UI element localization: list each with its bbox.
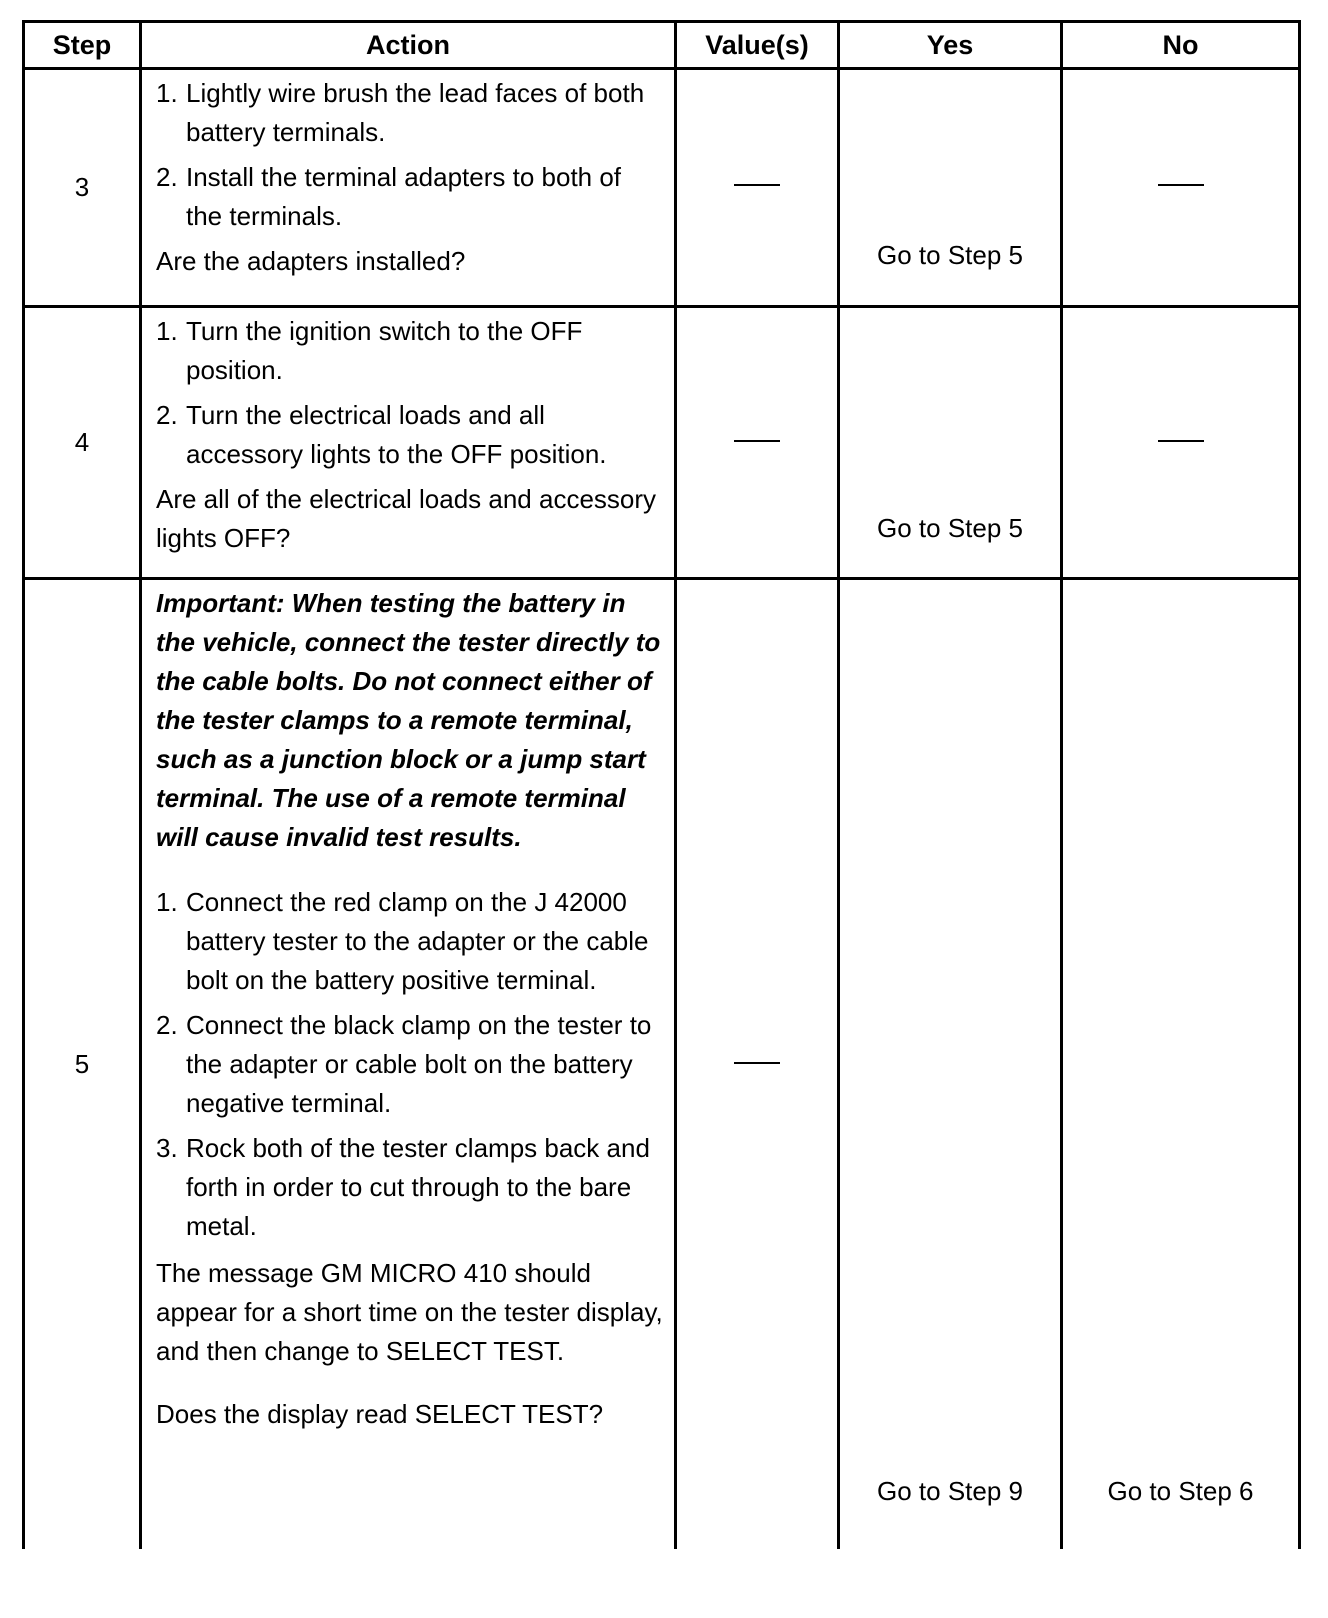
action-cell: [141, 579, 676, 1549]
item-number: 1.: [156, 887, 178, 917]
item-number: 2.: [156, 1010, 178, 1040]
no-dash: [1158, 440, 1204, 442]
action-cell: [141, 307, 676, 579]
item-text: Connect the black clamp on the tester to the adapter or cable bolt on the battery negative terminal.: [186, 1010, 652, 1118]
item-text: Rock both of the tester clamps back and forth in order to cut through to the bare metal.: [186, 1133, 650, 1241]
value-cell: [676, 307, 839, 579]
list-item: [156, 883, 664, 1000]
table-row-step-5: [24, 579, 1300, 1549]
action-list: [156, 883, 664, 1246]
diagnostic-table-frame: [22, 20, 1298, 1549]
question-text: Are the adapters installed?: [156, 246, 466, 276]
header-row: [24, 22, 1300, 69]
action-cell: [141, 69, 676, 307]
action-list: [156, 74, 664, 236]
yes-goto-text: Go to Step 5: [877, 240, 1023, 270]
item-number: 1.: [156, 316, 178, 346]
header-step: Step: [24, 22, 141, 69]
item-text: Lightly wire brush the lead faces of both battery terminals.: [186, 78, 645, 147]
list-item: [156, 1006, 664, 1123]
no-dash: [1158, 184, 1204, 186]
item-text: Connect the red clamp on the J 42000 battery tester to the adapter or the cable bolt on the battery positive terminal.: [186, 887, 649, 995]
item-text: Turn the electrical loads and all accessory lights to the OFF position.: [186, 400, 607, 469]
yes-cell: [839, 69, 1062, 307]
question-text: Does the display read SELECT TEST?: [156, 1399, 604, 1429]
header-yes: Yes: [839, 22, 1062, 69]
list-item: [156, 396, 664, 474]
yes-cell: [839, 579, 1062, 1549]
no-cell: [1062, 307, 1300, 579]
question-text: Are all of the electrical loads and accessory lights OFF?: [156, 484, 657, 553]
step-number: 5: [24, 579, 141, 1549]
diagnostic-table: [22, 20, 1301, 1549]
important-note: Important: When testing the battery in the vehicle, connect the tester directly to the cable bolts. Do not connect either of the tester clamps to a remote terminal, such as a junction block or a jump start terminal. The use of a remote terminal will cause invalid test results.: [156, 588, 661, 852]
header-action: Action: [141, 22, 676, 69]
yes-goto-text: Go to Step 9: [877, 1476, 1023, 1506]
header-no: No: [1062, 22, 1300, 69]
no-goto-text: Go to Step 6: [1107, 1476, 1254, 1506]
list-item: [156, 312, 664, 390]
item-number: 2.: [156, 162, 178, 192]
value-dash: [734, 184, 780, 186]
header-values: Value(s): [676, 22, 839, 69]
item-number: 1.: [156, 78, 178, 108]
yes-cell: [839, 307, 1062, 579]
step-number: 4: [24, 307, 141, 579]
no-cell: [1062, 579, 1300, 1549]
table-row-step-3: [24, 69, 1300, 307]
no-cell: [1062, 69, 1300, 307]
action-list: [156, 312, 664, 474]
item-text: Turn the ignition switch to the OFF position.: [186, 316, 583, 385]
value-cell: [676, 69, 839, 307]
value-cell: [676, 579, 839, 1549]
value-dash: [734, 440, 780, 442]
list-item: [156, 1129, 664, 1246]
step-number: 3: [24, 69, 141, 307]
table-row-step-4: [24, 307, 1300, 579]
item-number: 3.: [156, 1133, 178, 1163]
list-item: [156, 74, 664, 152]
item-text: Install the terminal adapters to both of the terminals.: [186, 162, 622, 231]
item-number: 2.: [156, 400, 178, 430]
value-dash: [734, 1062, 780, 1064]
list-item: [156, 158, 664, 236]
message-text: The message GM MICRO 410 should appear for a short time on the tester display, and then change to SELECT TEST.: [156, 1258, 663, 1366]
yes-goto-text: Go to Step 5: [877, 513, 1023, 543]
